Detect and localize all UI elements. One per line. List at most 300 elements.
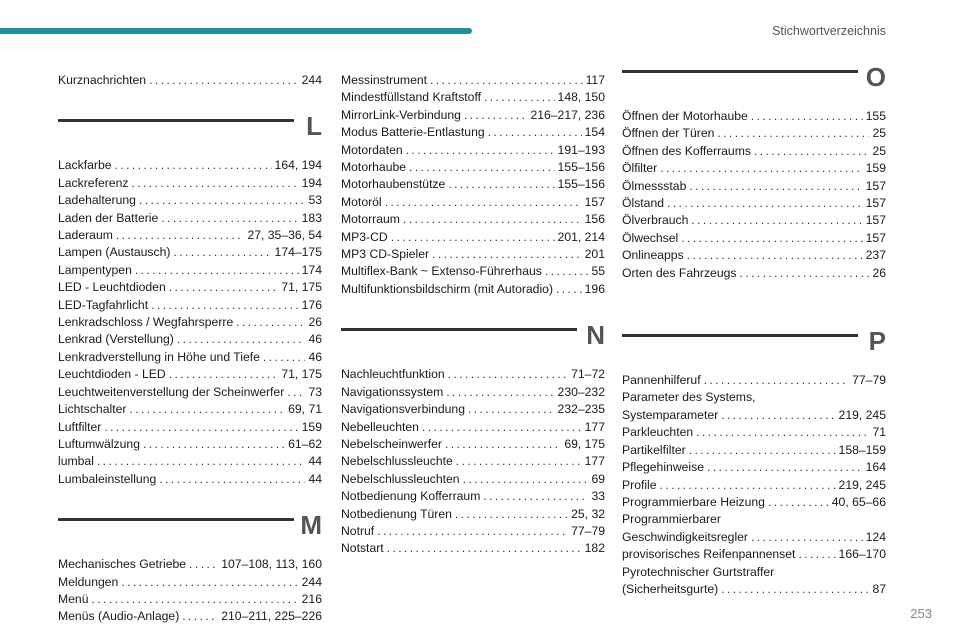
index-entry-term: Menüs (Audio-Anlage) [58, 609, 180, 624]
section-rule [622, 334, 858, 337]
index-entry [622, 230, 886, 247]
section-header-n [341, 318, 605, 356]
index-entry-term: provisorisches Reifenpannenset [622, 547, 796, 562]
index-entry [58, 366, 322, 383]
index-entry-term: Ölwechsel [622, 230, 679, 245]
index-entry-pages: 154 [584, 125, 605, 140]
dot-leader [446, 384, 554, 401]
index-entry-term: MirrorLink-Verbindung [341, 107, 461, 122]
index-entry [622, 143, 886, 160]
entry-group-p4 [622, 581, 886, 598]
dot-leader [131, 175, 298, 192]
index-entry [58, 436, 322, 453]
index-entry [58, 556, 322, 573]
index-entry-pages: 61–62 [288, 436, 322, 451]
index-entry [622, 108, 886, 125]
index-entry [341, 194, 605, 211]
index-entry [622, 247, 886, 264]
index-entry-pages: 177 [584, 454, 605, 469]
dot-leader [704, 372, 850, 389]
index-entry-term: Mechanisches Getriebe [58, 557, 187, 572]
index-entry [58, 591, 322, 608]
dot-leader [173, 244, 271, 261]
index-entry-pages: 194 [301, 175, 322, 190]
entry-group-m2 [341, 72, 605, 298]
dot-leader [387, 540, 582, 557]
dot-leader [488, 124, 582, 141]
index-entry-term: Lenkradverstellung in Höhe und Tiefe [58, 349, 260, 364]
section-rule [622, 70, 858, 73]
index-entry-term: Ladehalterung [58, 193, 136, 208]
index-entry [58, 608, 322, 625]
index-entry-term: Ölfilter [622, 161, 658, 176]
index-entry-pages: 27, 35–36, 54 [247, 228, 322, 243]
dot-leader [463, 471, 589, 488]
index-entry [622, 477, 886, 494]
dot-leader [717, 125, 869, 142]
index-entry-term: Motorraum [341, 212, 400, 227]
index-entry-term: Öffnen des Kofferraums [622, 143, 751, 158]
page-header-title: Stichwortverzeichnis [772, 24, 886, 38]
dot-leader [236, 314, 305, 331]
index-entry-term: Öffnen der Motorhaube [622, 109, 748, 123]
section-rule [341, 328, 577, 331]
index-entry-pages: 219, 245 [838, 407, 886, 422]
index-entry [58, 175, 322, 192]
dot-leader [687, 247, 863, 264]
index-entry-pages: 124 [865, 529, 886, 544]
index-entry [622, 442, 886, 459]
index-entry-term: Nebelscheinwerfer [341, 436, 442, 451]
index-entry-term: Notstart [341, 541, 384, 556]
entry-group-k [58, 72, 322, 89]
index-entry-term: Mindestfüllstand Kraftstoff [341, 90, 482, 105]
dot-leader [182, 608, 218, 625]
index-entry [622, 212, 886, 229]
index-entry-term: Multifunktionsbildschirm (mit Autoradio) [341, 281, 554, 296]
section-letter-p: P [868, 326, 886, 357]
index-entry-pages: 159 [301, 419, 322, 434]
dot-leader [97, 453, 306, 470]
index-entry-term: Notbedienung Kofferraum [341, 489, 481, 504]
dot-leader [707, 459, 863, 476]
index-entry [58, 157, 322, 174]
index-entry [58, 419, 322, 436]
index-entry-pages: 156 [584, 212, 605, 227]
index-entry [341, 488, 605, 505]
index-entry-pages: 157 [865, 178, 886, 193]
index-entry [341, 506, 605, 523]
index-entry-term: LED-Tagfahrlicht [58, 297, 149, 312]
index-column-2 [341, 72, 605, 558]
dot-leader [287, 384, 305, 401]
section-header-p [622, 324, 886, 362]
index-entry-term: Onlineapps [622, 248, 684, 263]
index-entry [622, 160, 886, 177]
index-entry-pages: 107–108, 113, 160 [221, 557, 322, 572]
index-entry-term: Menü [58, 591, 89, 606]
index-entry-term: Profile [622, 477, 657, 492]
dot-leader [464, 107, 528, 124]
index-entry [341, 453, 605, 470]
index-entry-pages: 40, 65–66 [831, 494, 886, 509]
index-entry [341, 419, 605, 436]
index-entry [341, 211, 605, 228]
index-entry-text: Programmierbarer [622, 512, 721, 527]
dot-leader [409, 159, 555, 176]
index-entry [622, 265, 886, 282]
index-entry-pages: 71 [872, 425, 886, 440]
index-entry-term: Notbedienung Türen [341, 506, 452, 521]
dot-leader [696, 424, 869, 441]
index-entry-term: lumbal [58, 454, 94, 469]
index-entry-pages: 26 [872, 265, 886, 280]
index-entry [341, 384, 605, 401]
entry-group-o [622, 108, 886, 282]
entry-group-p2 [622, 407, 886, 511]
index-entry-term: Programmierbare Heizung [622, 494, 765, 509]
index-entry-pages: 71–72 [571, 367, 605, 382]
index-entry-term: Luftumwälzung [58, 436, 140, 451]
index-entry [341, 471, 605, 488]
section-letter-n: N [586, 320, 605, 351]
index-entry-term: Laderaum [58, 228, 113, 243]
index-entry-pages: 244 [301, 73, 322, 87]
index-entry [622, 178, 886, 195]
index-entry-pages: 210–211, 225–226 [221, 609, 322, 624]
index-entry [58, 262, 322, 279]
dot-leader [660, 477, 836, 494]
index-entry-term: Leuchtdioden - LED [58, 367, 166, 382]
index-entry-term: (Sicherheitsgurte) [622, 581, 719, 596]
index-entry [341, 246, 605, 263]
index-entry-text: Pyrotechnischer Gurtstraffer [622, 564, 775, 579]
index-entry-term: Motordaten [341, 142, 403, 157]
index-entry-pages: 164 [865, 460, 886, 475]
dot-leader [135, 262, 299, 279]
index-entry-pages: 69, 71 [288, 402, 322, 417]
index-entry-term: Lampen (Austausch) [58, 245, 171, 260]
index-entry-pages: 46 [308, 332, 322, 347]
dot-leader [169, 279, 279, 296]
index-entry-term: Lackfarbe [58, 158, 112, 173]
index-entry-pages: 157 [584, 194, 605, 209]
index-entry [58, 279, 322, 296]
index-entry-pages: 196 [584, 281, 605, 296]
index-entry-term: Nebelschlussleuchte [341, 454, 453, 469]
dot-leader [751, 529, 863, 546]
index-entry-pages: 46 [308, 349, 322, 364]
index-entry-pages: 25 [872, 143, 886, 158]
dot-leader [691, 212, 862, 229]
index-entry-term: Notruf [341, 523, 375, 538]
index-entry-term: Motoröl [341, 194, 382, 209]
index-entry-term: Ölstand [622, 196, 665, 211]
index-entry [58, 244, 322, 261]
index-entry-pages: 201, 214 [557, 229, 605, 244]
index-entry-term: Meldungen [58, 574, 119, 589]
index-entry-term: Öffnen der Türen [622, 126, 715, 141]
index-entry-pages: 73 [308, 384, 322, 399]
index-entry-pages: 155 [865, 109, 886, 123]
dot-leader [116, 227, 245, 244]
index-entry [58, 574, 322, 591]
dot-leader [445, 436, 561, 453]
dot-leader [422, 419, 582, 436]
index-entry-pages: 216 [301, 591, 322, 606]
index-entry [622, 529, 886, 546]
index-entry-pages: 157 [865, 230, 886, 245]
index-entry [341, 401, 605, 418]
dot-leader [391, 229, 555, 246]
dot-leader [139, 192, 306, 209]
dot-leader [483, 488, 588, 505]
entry-group-p1 [622, 372, 886, 389]
index-entry-term: Motorhaube [341, 160, 407, 175]
section-letter-l: L [306, 111, 322, 142]
index-entry-pages: 230–232 [557, 384, 605, 399]
index-entry-term: Pflegehinweise [622, 460, 704, 475]
index-column-1 [58, 72, 322, 626]
index-entry [622, 546, 886, 563]
dot-leader [377, 523, 568, 540]
section-header-l [58, 109, 322, 147]
index-entry [58, 331, 322, 348]
index-entry-pages: 55 [591, 264, 605, 279]
index-entry-term: Partikelfilter [622, 442, 686, 457]
index-entry-term: Geschwindigkeitsregler [622, 529, 748, 544]
index-entry-pages: 232–235 [557, 402, 605, 417]
dot-leader [92, 591, 299, 608]
index-entry [341, 229, 605, 246]
index-entry-term: Lenkradschloss / Wegfahrsperre [58, 315, 234, 330]
index-entry-pages: 157 [865, 213, 886, 228]
index-entry-pages: 159 [865, 161, 886, 176]
index-entry [58, 453, 322, 470]
index-entry-term: Ölmessstab [622, 178, 687, 193]
section-letter-o: O [865, 62, 886, 92]
index-entry-term: Messinstrument [341, 73, 428, 87]
index-entry-pages: 155–156 [557, 177, 605, 192]
index-entry-pages: 71, 175 [281, 367, 322, 382]
index-entry-pages: 244 [301, 574, 322, 589]
index-entry [341, 107, 605, 124]
index-entry [341, 366, 605, 383]
index-entry [58, 297, 322, 314]
index-entry [622, 459, 886, 476]
dot-leader [189, 556, 218, 573]
index-entry-pages: 174 [301, 262, 322, 277]
index-entry [341, 89, 605, 106]
index-entry-term: Nachleuchtfunktion [341, 367, 445, 382]
index-entry-term: LED - Leuchtdioden [58, 280, 166, 295]
entry-group-p3 [622, 529, 886, 564]
dot-leader [143, 436, 285, 453]
index-entry [622, 195, 886, 212]
index-entry [341, 159, 605, 176]
index-entry [341, 436, 605, 453]
entry-group-m [58, 556, 322, 626]
index-entry-pages: 87 [872, 581, 886, 596]
index-entry [58, 401, 322, 418]
dot-leader [448, 176, 554, 193]
dot-leader [721, 581, 869, 598]
index-entry-pages: 77–79 [571, 523, 605, 538]
dot-leader [115, 157, 272, 174]
dot-leader [456, 453, 582, 470]
index-entry-pages: 71, 175 [281, 280, 322, 295]
index-entry-pages: 33 [591, 489, 605, 504]
dot-leader [430, 72, 583, 89]
index-entry-term: Lampentypen [58, 262, 132, 277]
dot-leader [739, 265, 869, 282]
index-entry [341, 142, 605, 159]
index-entry-term: Nebelschlussleuchten [341, 471, 460, 486]
index-entry-term: Lumbaleinstellung [58, 471, 157, 486]
dot-leader [754, 143, 869, 160]
dot-leader [448, 366, 568, 383]
section-rule [58, 119, 294, 122]
index-entry [341, 523, 605, 540]
index-entry-pages: 26 [308, 315, 322, 330]
index-entry-term: Lenkrad (Verstellung) [58, 332, 174, 347]
index-entry [622, 581, 886, 598]
index-entry-term: Systemparameter [622, 407, 719, 422]
index-entry [622, 125, 886, 142]
dot-leader [263, 349, 306, 366]
index-entry-pages: 176 [301, 297, 322, 312]
index-entry [622, 372, 886, 389]
index-entry-term: Leuchtweitenverstellung der Scheinwerfer [58, 384, 285, 399]
index-entry-pages: 53 [308, 193, 322, 208]
section-header-m [58, 508, 322, 546]
dot-leader [667, 195, 863, 212]
page-number: 253 [910, 606, 932, 621]
dot-leader [121, 574, 298, 591]
index-entry-pages: 182 [584, 541, 605, 556]
dot-leader [689, 178, 862, 195]
index-entry-pages: 25, 32 [571, 506, 605, 521]
index-entry-pages: 183 [301, 210, 322, 225]
index-entry-pages: 177 [584, 419, 605, 434]
dot-leader [556, 281, 582, 298]
dot-leader [385, 194, 582, 211]
index-entry [58, 192, 322, 209]
dot-leader [751, 108, 863, 125]
index-entry-pages: 117 [585, 73, 605, 87]
index-entry-pages: 216–217, 236 [530, 107, 605, 122]
index-entry-term: Pannenhilferuf [622, 373, 701, 388]
index-entry [341, 124, 605, 141]
index-entry-pages: 166–170 [838, 547, 886, 562]
index-entry [622, 494, 886, 511]
index-entry-term: Navigationssystem [341, 384, 444, 399]
dot-leader [129, 401, 285, 418]
index-entry [58, 471, 322, 488]
dot-leader [177, 331, 306, 348]
section-rule [58, 518, 294, 521]
index-entry-pages: 44 [308, 471, 322, 486]
index-entry-term: Multiflex-Bank ~ Extenso-Führerhaus [341, 264, 542, 279]
dot-leader [403, 211, 582, 228]
index-entry-term: Navigationsverbindung [341, 402, 465, 417]
index-entry-term: Lichtschalter [58, 402, 127, 417]
dot-leader [660, 160, 862, 177]
index-entry-term: Motorhaubenstütze [341, 177, 446, 192]
index-entry-pages: 201 [584, 247, 605, 262]
section-letter-m: M [300, 510, 322, 541]
dot-leader [545, 263, 589, 280]
index-column-3 [622, 60, 886, 598]
index-entry-pages: 174–175 [274, 245, 322, 260]
dot-leader [161, 210, 298, 227]
dot-leader [432, 246, 582, 263]
index-entry [58, 210, 322, 227]
entry-group-n [341, 366, 605, 557]
index-entry-pages: 219, 245 [838, 477, 886, 492]
index-entry-pages: 191–193 [557, 142, 605, 157]
dot-leader [151, 297, 299, 314]
index-entry [341, 263, 605, 280]
entry-group-l [58, 157, 322, 488]
index-entry-term: Nebelleuchten [341, 419, 419, 434]
index-entry-term: Parkleuchten [622, 425, 694, 440]
index-entry-pages: 69 [591, 471, 605, 486]
index-entry-term: Luftfilter [58, 419, 102, 434]
index-entry-term: Ölverbrauch [622, 213, 689, 228]
index-entry-term: Laden der Batterie [58, 210, 159, 225]
index-entry-term: MP3 CD-Spieler [341, 247, 430, 262]
dot-leader [484, 89, 555, 106]
index-entry-pages: 44 [308, 454, 322, 469]
index-entry-pages: 164, 194 [274, 158, 322, 173]
index-entry-pages: 25 [872, 126, 886, 141]
index-entry-pages: 155–156 [557, 160, 605, 175]
dot-leader [768, 494, 829, 511]
index-entry [58, 227, 322, 244]
index-entry-term: Lackreferenz [58, 175, 129, 190]
index-entry [341, 72, 605, 89]
dot-leader [681, 230, 862, 247]
index-entry-pages: 69, 175 [564, 436, 605, 451]
index-entry-term: Orten des Fahrzeugs [622, 265, 737, 280]
dot-leader [159, 471, 305, 488]
index-entry [341, 281, 605, 298]
dot-leader [169, 366, 279, 383]
index-entry-term: Modus Batterie-Entlastung [341, 125, 485, 140]
dot-leader [721, 407, 835, 424]
index-entry-pages: 237 [865, 248, 886, 263]
dot-leader [104, 419, 298, 436]
index-entry [622, 407, 886, 424]
index-entry-pages: 157 [865, 196, 886, 211]
index-entry-pages: 158–159 [838, 442, 886, 457]
index-entry-term: MP3-CD [341, 229, 388, 244]
index-entry [58, 314, 322, 331]
index-entry [622, 424, 886, 441]
dot-leader [149, 72, 299, 89]
index-entry [58, 72, 322, 89]
index-entry-term: Kurznachrichten [58, 73, 147, 87]
index-entry-pages: 77–79 [852, 373, 886, 388]
header-accent-bar [0, 28, 472, 34]
index-entry-text: Parameter des Systems, [622, 390, 756, 405]
section-header-o [622, 60, 886, 98]
dot-leader [455, 506, 568, 523]
index-entry [58, 384, 322, 401]
dot-leader [689, 442, 836, 459]
index-entry [58, 349, 322, 366]
